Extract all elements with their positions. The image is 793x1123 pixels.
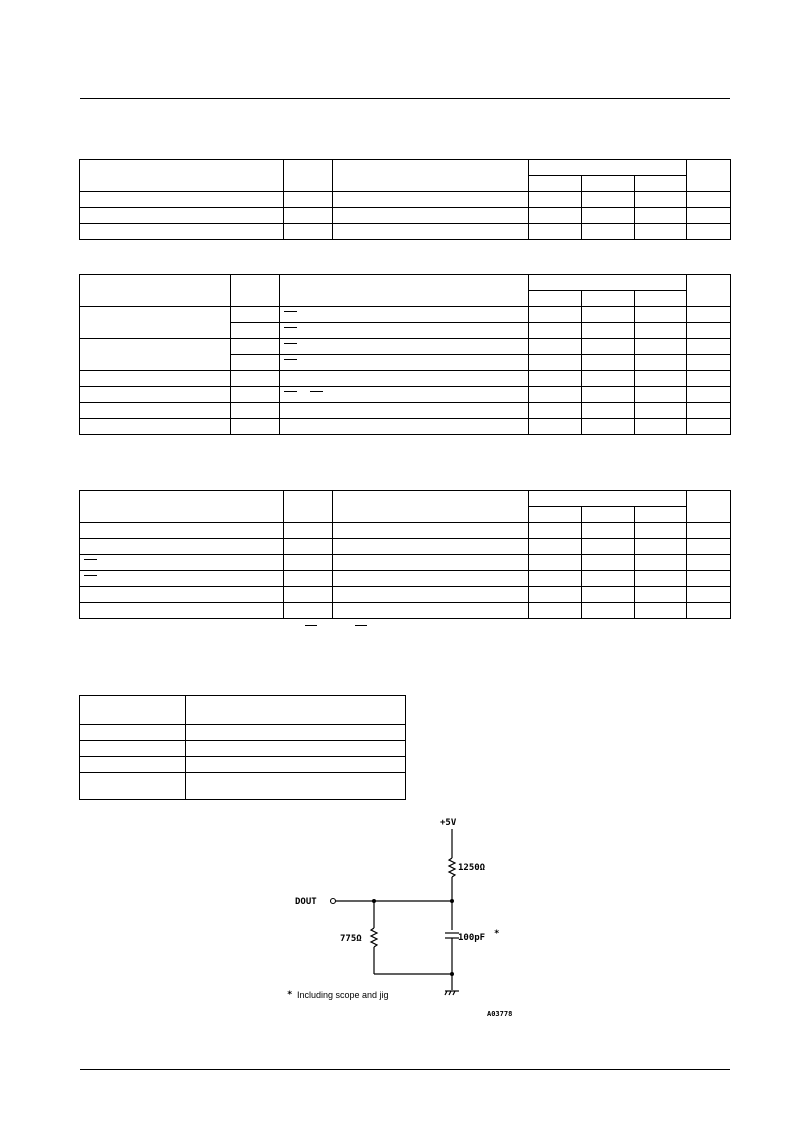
junction-dot [450, 972, 454, 976]
capacitor-mark: * [494, 929, 500, 939]
bottom-rule [80, 1069, 730, 1070]
supply-label: +5V [440, 818, 457, 828]
figure-code: A03778 [487, 1010, 513, 1018]
load-resistor [371, 928, 377, 947]
output-terminal [331, 899, 336, 904]
footnote-text: Including scope and jig [297, 990, 389, 1000]
pullup-label: 1250Ω [458, 863, 486, 873]
junction-dot [450, 899, 454, 903]
pullup-resistor [449, 858, 455, 877]
footnote-mark: * [287, 990, 293, 1000]
load-resistor-label: 775Ω [340, 934, 362, 944]
capacitor-label: 100pF [458, 933, 486, 943]
junction-dot [372, 899, 376, 903]
output-label: DOUT [295, 897, 317, 907]
